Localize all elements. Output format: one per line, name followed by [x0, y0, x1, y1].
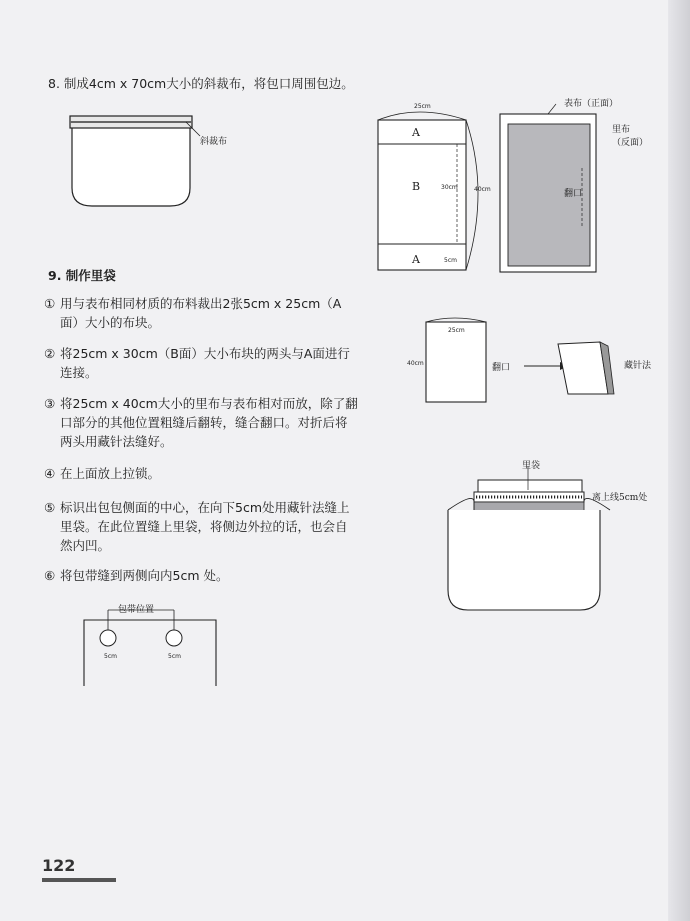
strap-left-5cm: 5cm — [104, 653, 117, 660]
dim-25cm: 25cm — [414, 103, 431, 110]
fabric-lining-diagram — [494, 108, 604, 278]
strap-position-label: 包带位置 — [118, 605, 155, 615]
lining-label: 里布 — [612, 125, 631, 135]
step-item — [44, 394, 374, 451]
bias-binding-label: 斜裁布 — [200, 137, 228, 147]
dim-40cm-2: 40cm — [407, 360, 424, 367]
step9-title: 9. 制作里袋 — [48, 268, 116, 283]
step-line: 在上面放上拉锁。 — [60, 466, 161, 481]
step-line: 用与表布相同材质的布料裁出2张5cm x 25cm（A — [60, 296, 342, 311]
dim-30cm: 30cm — [441, 184, 458, 191]
step-line: 然内凹。 — [60, 538, 111, 553]
offset-label: 离上线5cm处 — [592, 493, 648, 503]
panel-a-bottom: A — [412, 253, 420, 266]
step-line: 里袋。在此位置缝上里袋，将侧边外拉的话，也会自 — [60, 519, 348, 534]
blind-stitch-label: 藏针法 — [624, 361, 652, 371]
step-line: 两头用藏针法缝好。 — [60, 434, 173, 449]
step-line: 标识出包包侧面的中心，在向下5cm处用藏针法缝上 — [60, 500, 350, 515]
lining-side-label: （反面） — [612, 138, 649, 148]
step-number: ⑤ — [44, 500, 56, 515]
step-number: ⑥ — [44, 568, 56, 583]
page-number: 122 — [42, 856, 76, 875]
step-item — [44, 498, 374, 555]
inner-bag-diagram — [444, 470, 604, 620]
bias-binding-diagram — [60, 108, 240, 218]
step8-text: 8. 制成4cm x 70cm大小的斜裁布，将包口周围包边。 — [48, 76, 354, 91]
opening-label-1: 翻口 — [564, 189, 583, 199]
step-number: ④ — [44, 466, 56, 481]
page-number-bar — [42, 878, 116, 882]
dim-25cm-2: 25cm — [448, 327, 465, 334]
step-line: 面）大小的布块。 — [60, 315, 161, 330]
panel-b: B — [412, 180, 421, 193]
step-line: 连接。 — [60, 365, 98, 380]
step-item — [44, 294, 374, 332]
folded-lining-diagram — [414, 312, 634, 412]
opening-label-2: 翻口 — [492, 363, 511, 373]
step-item — [44, 566, 374, 585]
dim-5cm: 5cm — [444, 257, 457, 264]
outer-fabric-label: 表布（正面） — [564, 99, 619, 109]
strap-right-5cm: 5cm — [168, 653, 181, 660]
page-edge — [668, 0, 690, 921]
panel-a-top: A — [412, 126, 420, 139]
step-item — [44, 344, 374, 382]
inner-bag-label: 里袋 — [522, 461, 541, 471]
step-item — [44, 464, 374, 483]
step-number: ① — [44, 296, 56, 311]
step-line: 将包带缝到两侧向内5cm 处。 — [60, 568, 229, 583]
dim-40cm: 40cm — [474, 186, 491, 193]
step-line: 将25cm x 30cm（B面）大小布块的两头与A面进行 — [60, 346, 350, 361]
step-number: ② — [44, 346, 56, 361]
step-line: 将25cm x 40cm大小的里布与表布相对而放，除了翻 — [60, 396, 358, 411]
step-number: ③ — [44, 396, 56, 411]
step-line: 口部分的其他位置粗缝后翻转，缝合翻口。对折后将 — [60, 415, 348, 430]
